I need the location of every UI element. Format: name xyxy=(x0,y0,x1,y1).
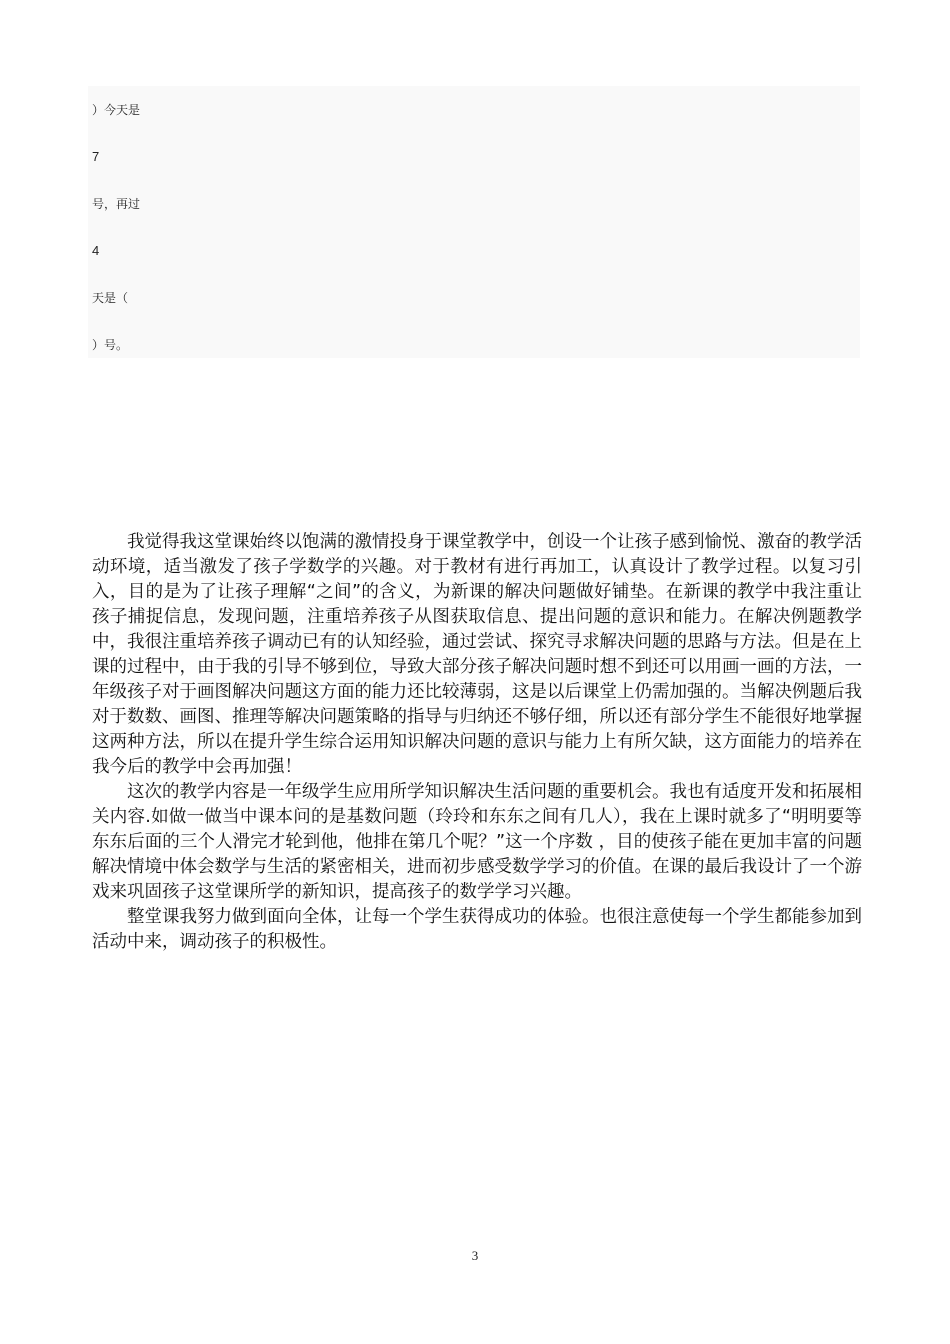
essay-paragraph-1: 我觉得我这堂课始终以饱满的激情投身于课堂教学中，创设一个让孩子感到愉悦、激奋的教学活动环境，适当激发了孩子学数学的兴趣。对于教材有进行再加工，认真设计了教学过程。以复习引入，目的是为了让孩子理解“之间”的含义，为新课的解决问题做好铺垫。在新课的教学中我注重让孩子捕捉信息，发现问题，注重培养孩子从图获取信息、提出问题的意识和能力。在解决例题教学中，我很注重培养孩子调动已有的认知经验，通过尝试、探究寻求解决问题的思路与方法。但是在上课的过程中，由于我的引导不够到位，导致大部分孩子解决问题时想不到还可以用画一画的方法，一年级孩子对于画图解决问题这方面的能力还比较薄弱，这是以后课堂上仍需加强的。当解决例题后我对于数数、画图、推理等解决问题策略的指导与归纳还不够仔细，所以还有部分学生不能很好地掌握这两种方法，所以在提升学生综合运用知识解决问题的意识与能力上有所欠缺，这方面能力的培养在我今后的教学中会再加强！ xyxy=(92,532,862,777)
essay-paragraph-2: 这次的教学内容是一年级学生应用所学知识解决生活问题的重要机会。我也有适度开发和拓展相关内容.如做一做当中课本问的是基数问题（玲玲和东东之间有几人），我在上课时就多了“明明要等东东后面的三个人滑完才轮到他，他排在第几个呢？”这一个序数 ，目的使孩子能在更加丰富的问题解决情境中体会数学与生活的紧密相关，进而初步感受数学学习的价值。在课的最后我设计了一个游戏来巩固孩子这堂课所学的新知识，提高孩子的数学学习兴趣。 xyxy=(92,782,862,902)
exercise-line-after: 号，再过 xyxy=(92,197,141,211)
exercise-number-7: 7 xyxy=(92,149,100,164)
exercise-box xyxy=(88,86,860,358)
exercise-number-4: 4 xyxy=(92,243,100,258)
exercise-line-days: 天是（ xyxy=(92,291,129,305)
reflection-essay xyxy=(92,530,862,955)
page-number: 3 xyxy=(471,1248,479,1263)
essay-paragraph-3: 整堂课我努力做到面向全体，让每一个学生获得成功的体验。也很注意使每一个学生都能参加到活动中来，调动孩子的积极性。 xyxy=(92,907,862,952)
exercise-line-blank: ）号。 xyxy=(92,338,129,352)
exercise-line-today: ）今天是 xyxy=(92,103,141,117)
